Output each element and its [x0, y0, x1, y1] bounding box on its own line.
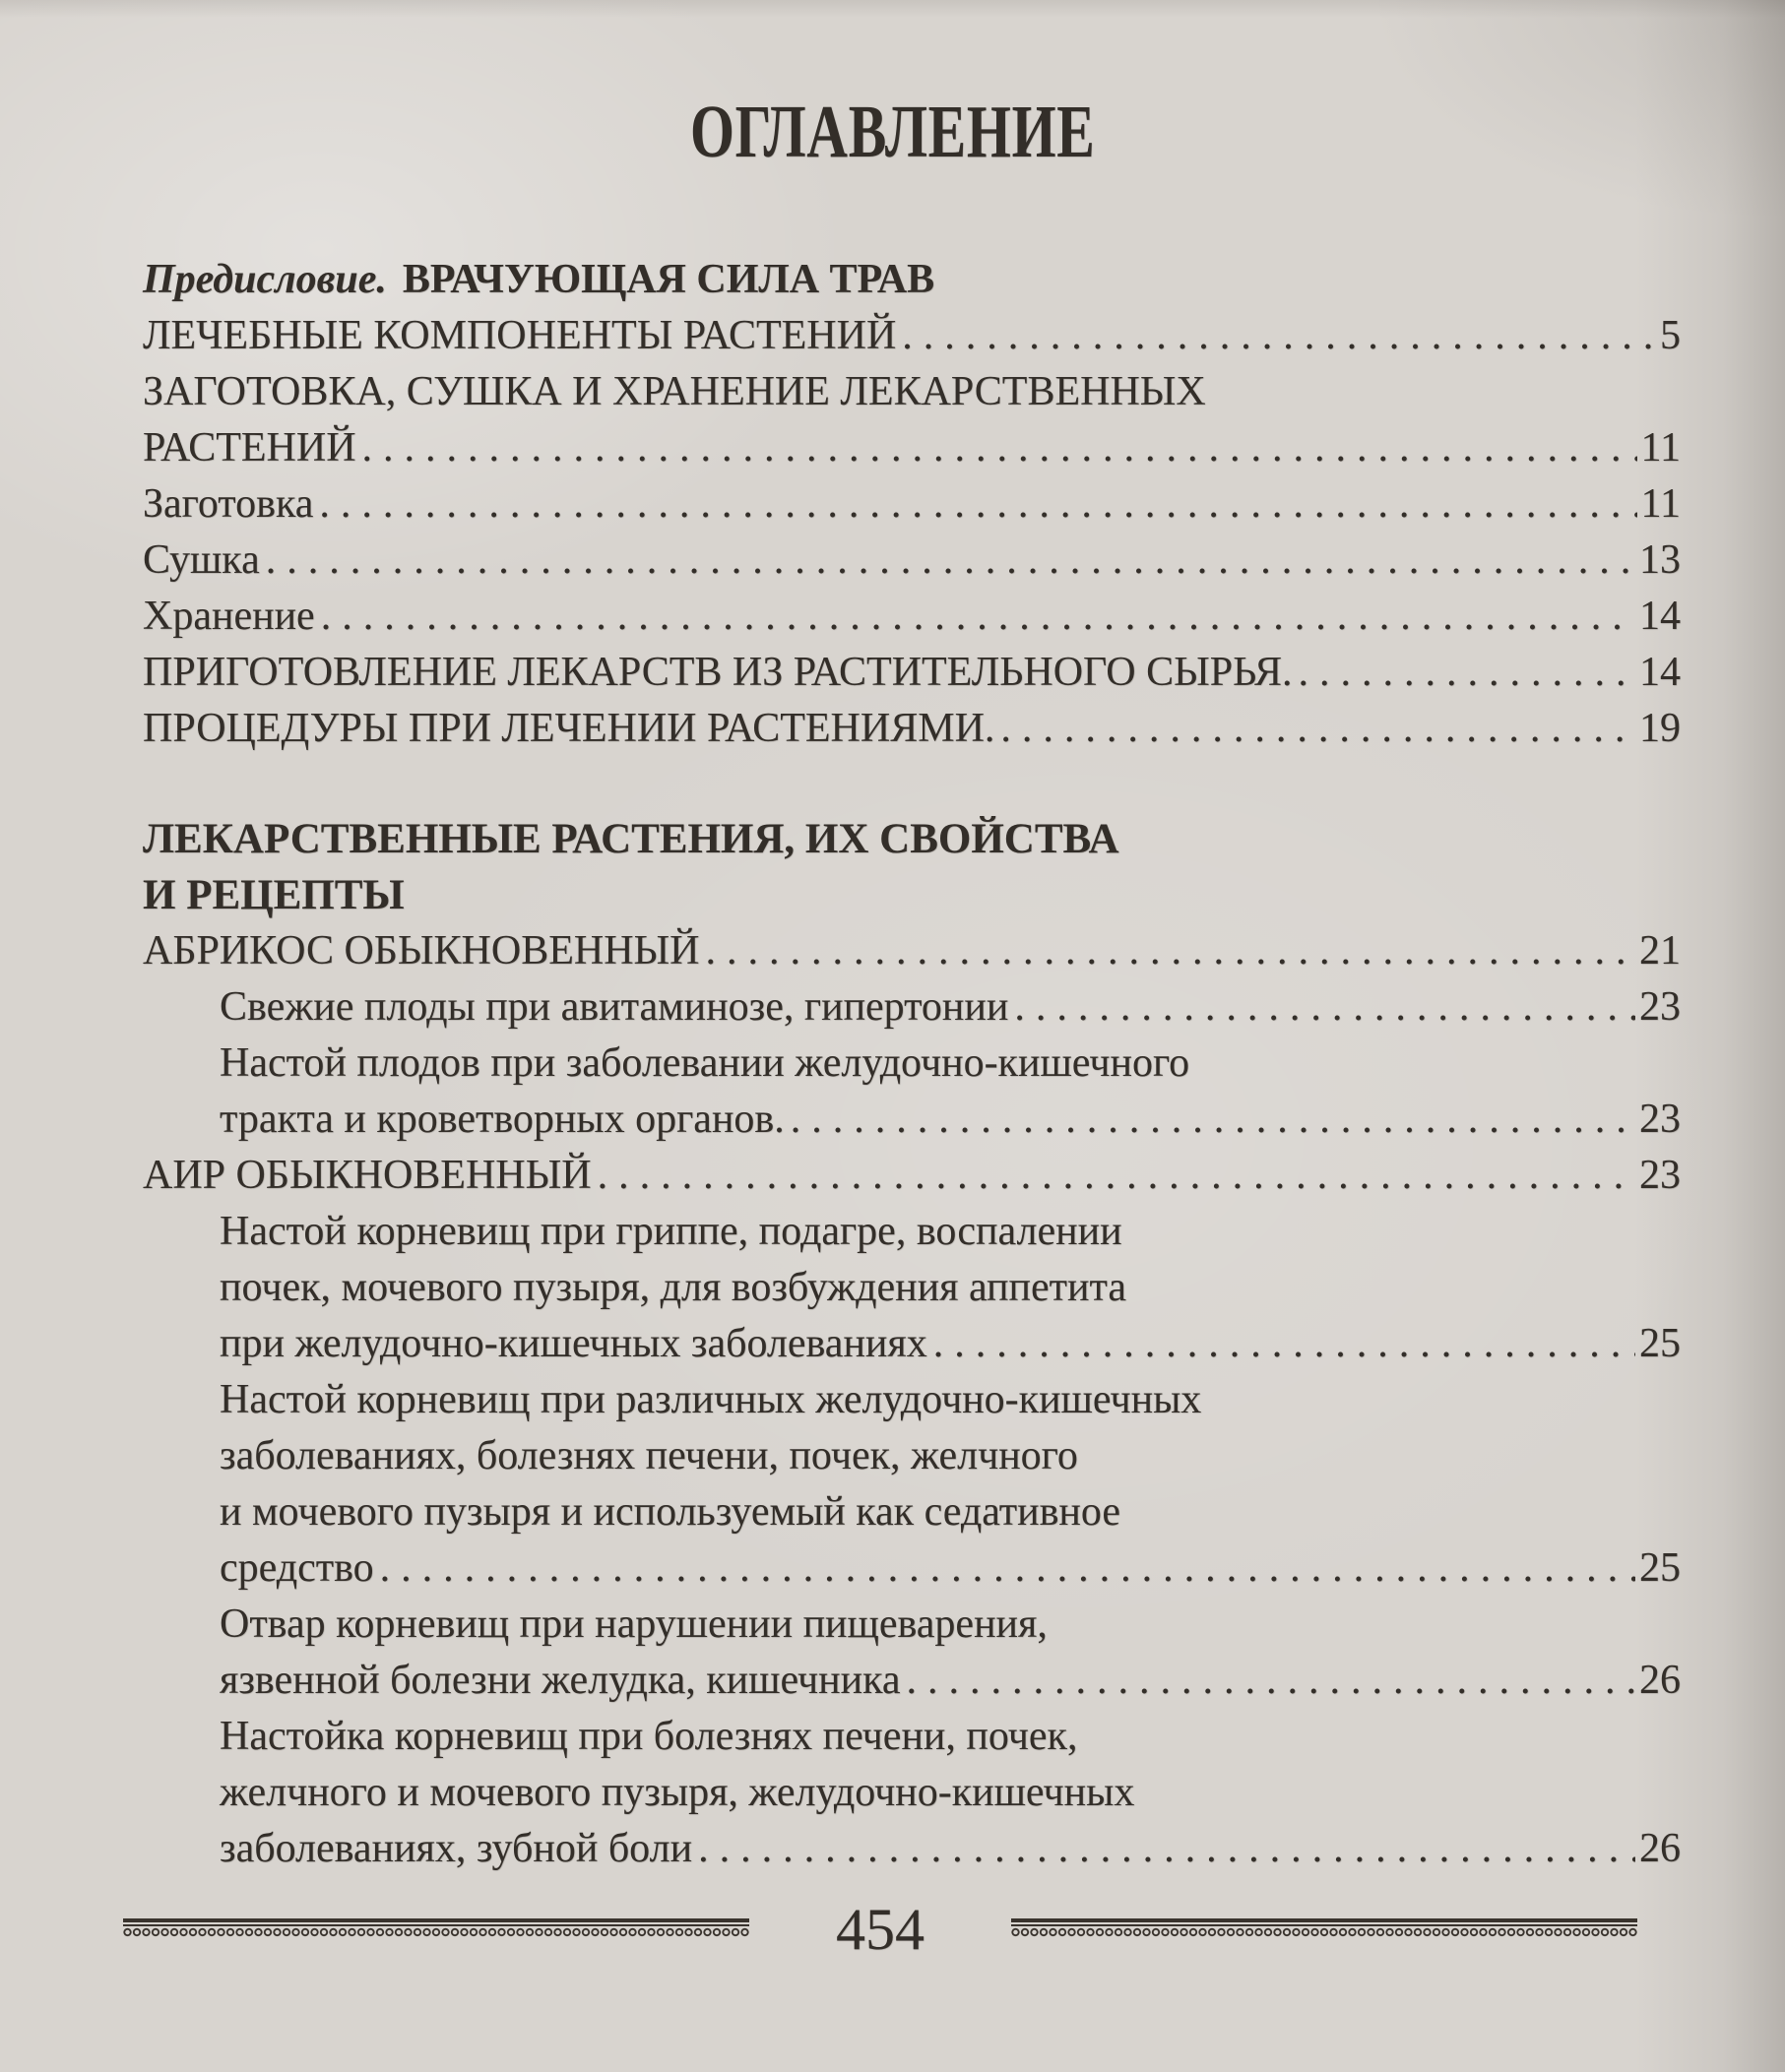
toc-dot-leader — [313, 476, 1636, 533]
toc-entry-text: Заготовка — [143, 481, 314, 527]
toc-page-number: 26 — [1639, 1826, 1681, 1871]
toc-page-number: 11 — [1640, 481, 1681, 527]
toc-line — [143, 923, 1681, 979]
toc-entry-text: РАСТЕНИЙ — [143, 425, 356, 471]
toc-entry-text: ПРИГОТОВЛЕНИЕ ЛЕКАРСТВ ИЗ РАСТИТЕЛЬНОГО СЫРЬЯ. — [143, 650, 1293, 695]
toc-dot-leader — [1008, 979, 1635, 1036]
toc-line — [143, 1653, 1681, 1709]
toc-entry-text: почек, мочевого пузыря, для возбуждения аппетита — [220, 1265, 1126, 1310]
toc-entry-text: тракта и кроветворных органов. — [220, 1097, 785, 1142]
toc-line — [143, 476, 1681, 533]
toc-entry-prefix: Предисловие. — [143, 257, 387, 302]
toc-line — [143, 1821, 1681, 1877]
toc-dot-leader — [896, 308, 1656, 364]
toc-entry-text: при желудочно-кишечных заболеваниях — [220, 1321, 927, 1366]
toc-page-number: 5 — [1660, 313, 1681, 358]
toc-entry-text: ЗАГОТОВКА, СУШКА И ХРАНЕНИЕ ЛЕКАРСТВЕННЫХ — [143, 369, 1206, 414]
toc-line — [143, 1372, 1681, 1428]
toc-dot-leader — [785, 1092, 1635, 1148]
toc-line — [143, 701, 1681, 757]
toc-line — [143, 1260, 1681, 1316]
toc-line — [143, 1204, 1681, 1260]
toc-page-number: 25 — [1639, 1321, 1681, 1366]
page-number: 454 — [836, 1897, 924, 1962]
toc-line — [143, 1540, 1681, 1597]
toc-entry-text: заболеваниях, болезнях печени, почек, желчного — [220, 1433, 1078, 1478]
toc-entry-text: ЛЕЧЕБНЫЕ КОМПОНЕНТЫ РАСТЕНИЙ — [143, 313, 897, 358]
toc-line — [143, 1148, 1681, 1204]
toc-page-number: 14 — [1639, 594, 1681, 639]
toc-entry-text: и мочевого пузыря и используемый как седативное — [220, 1489, 1121, 1535]
toc-line — [143, 308, 1681, 364]
toc-page-number: 26 — [1639, 1658, 1681, 1703]
title-area — [0, 91, 1785, 173]
toc-entry-text: Хранение — [143, 594, 315, 639]
toc-line — [143, 1428, 1681, 1484]
toc-dot-leader — [260, 533, 1635, 589]
toc-entry-text: Настой плодов при заболевании желудочно-кишечного — [220, 1040, 1190, 1086]
toc-page-number: 23 — [1639, 1097, 1681, 1142]
toc-page-number: 11 — [1640, 425, 1681, 471]
toc-line — [143, 252, 1681, 308]
toc-entry-text: средство — [220, 1545, 374, 1591]
toc-page-number: 13 — [1639, 537, 1681, 583]
toc-line — [143, 364, 1681, 420]
toc-dot-leader — [692, 1821, 1635, 1877]
toc-page-number: 25 — [1639, 1545, 1681, 1591]
toc-dot-leader — [994, 701, 1635, 757]
toc-dot-leader — [315, 589, 1635, 645]
toc-page-number: 21 — [1639, 928, 1681, 973]
toc-entry-text: ПРОЦЕДУРЫ ПРИ ЛЕЧЕНИИ РАСТЕНИЯМИ. — [143, 706, 995, 751]
toc-line — [143, 1765, 1681, 1821]
toc-line — [143, 1036, 1681, 1092]
toc-line — [143, 1597, 1681, 1653]
toc-page-number: 23 — [1639, 1153, 1681, 1198]
toc-line — [143, 533, 1681, 589]
toc-entry-text: заболеваниях, зубной боли — [220, 1826, 693, 1871]
toc-line — [143, 645, 1681, 701]
toc-entry-text: Сушка — [143, 537, 260, 583]
toc-entry-text: Свежие плоды при авитаминозе, гипертонии — [220, 984, 1009, 1030]
toc-dot-leader — [592, 1148, 1635, 1204]
page-title: ОГЛАВЛЕНИЕ — [689, 91, 1096, 173]
toc-entry-text: Настойка корневищ при болезнях печени, почек, — [220, 1714, 1078, 1759]
toc-line — [143, 1709, 1681, 1765]
toc-page-number: 14 — [1639, 650, 1681, 695]
toc-entry-text: И РЕЦЕПТЫ — [143, 872, 405, 918]
toc-entry-text: Отвар корневищ при нарушении пищеварения, — [220, 1601, 1048, 1647]
toc-page-number: 19 — [1639, 706, 1681, 751]
toc-entry-text: АИР ОБЫКНОВЕННЫЙ — [143, 1153, 592, 1198]
toc-entry-text: Настой корневищ при гриппе, подагре, воспалении — [220, 1209, 1122, 1254]
toc-dot-leader — [700, 923, 1635, 979]
toc-line — [143, 867, 1681, 923]
footer-ornament-right — [1011, 1918, 1637, 1940]
toc-line — [143, 1484, 1681, 1540]
toc-entry-text: язвенной болезни желудка, кишечника — [220, 1658, 901, 1703]
toc-entry-text: Настой корневищ при различных желудочно-кишечных — [220, 1377, 1202, 1422]
toc-entry-text: желчного и мочевого пузыря, желудочно-кишечных — [220, 1770, 1135, 1815]
toc-page-number: 23 — [1639, 984, 1681, 1030]
toc-line — [143, 811, 1681, 867]
toc-dot-leader — [374, 1540, 1635, 1597]
toc-dot-leader — [1293, 645, 1635, 701]
toc-dot-leader — [927, 1316, 1635, 1372]
toc-dot-leader — [901, 1653, 1635, 1709]
toc-line — [143, 1316, 1681, 1372]
toc-line — [143, 420, 1681, 476]
table-of-contents — [143, 252, 1681, 1877]
toc-dot-leader — [356, 420, 1637, 476]
page-footer — [123, 1897, 1637, 1962]
toc-entry-text: ВРАЧУЮЩАЯ СИЛА ТРАВ — [402, 257, 935, 302]
footer-ornament-left — [123, 1918, 749, 1940]
toc-entry-text: ЛЕКАРСТВЕННЫЕ РАСТЕНИЯ, ИХ СВОЙСТВА — [143, 816, 1119, 862]
toc-line — [143, 589, 1681, 645]
toc-entry-text: АБРИКОС ОБЫКНОВЕННЫЙ — [143, 928, 700, 973]
toc-line — [143, 979, 1681, 1036]
toc-line — [143, 1092, 1681, 1148]
